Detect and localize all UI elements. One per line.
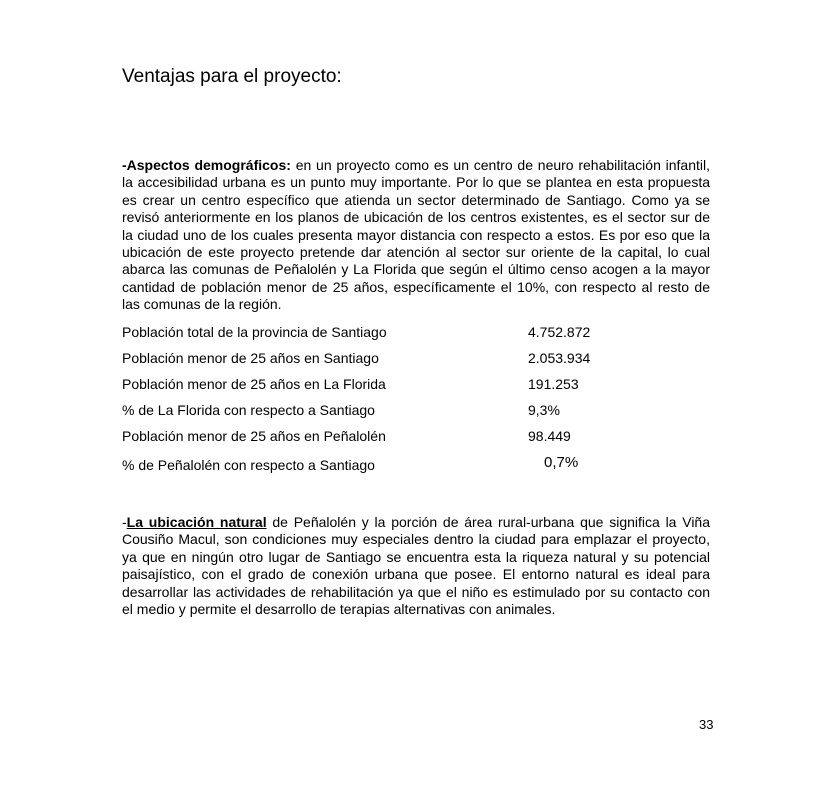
demographics-text: en un proyecto como es un centro de neuro rehabilitación infantil, la accesibilidad urbana es un punto muy importante. Por lo que se plantea en esta propuesta es crear un centro específico que atienda un sector determinado de Santiago. Como ya se revisó anteriormente en los planos de ubicación de los centros existentes, es el sector sur de la ciudad uno de los cuales presenta mayor distancia con respecto a estos. Es por eso que la ubicación de este proyecto pretende dar atención al sector sur oriente de la capital, lo cual abarca las comunas de Peñalolén y La Florida que según el último censo acogen a la mayor cantidad de población menor de 25 años, específicamente el 10%, con respecto al resto de las comunas de la región. [122,157,710,313]
stat-row [122,400,710,426]
page-title: Ventajas para el proyecto: [122,66,342,87]
stat-value: 2.053.934 [528,350,591,366]
stat-value: 98.449 [528,428,571,444]
stat-label: % de Peñalolén con respecto a Santiago [122,457,375,473]
demographics-paragraph [122,157,710,314]
stat-value: 9,3% [528,402,560,418]
stat-label: % de La Florida con respecto a Santiago [122,402,375,418]
stat-row [122,374,710,400]
stat-value: 191.253 [528,376,579,392]
stat-row [122,348,710,374]
location-text: de Peñalolén y la porción de área rural-urbana que significa la Viña Cousiño Macul, son condiciones muy especiales dentro la ciudad para emplazar el proyecto, ya que en ningún otro lugar de Santiago se encuentra esta la riqueza natural y su potencial paisajístico, con el grado de conexión urbana que posee. El entorno natural es ideal para desarrollar las actividades de rehabilitación ya que el niño es estimulado por su contacto con el medio y permite el desarrollo de terapias alternativas con animales. [122,514,711,618]
page-number: 33 [699,717,714,732]
stat-value: 0,7% [544,454,579,471]
stat-label: Población menor de 25 años en La Florida [122,376,386,392]
stat-row [122,455,710,481]
stat-label: Población menor de 25 años en Santiago [122,350,379,366]
stat-row [122,426,710,452]
stat-label: Población menor de 25 años en Peñalolén [122,428,386,444]
demographics-heading: -Aspectos demográficos: [122,157,291,173]
population-stats [122,322,710,481]
location-heading: La ubicación natural [126,514,267,530]
stat-value: 4.752.872 [528,324,591,340]
stat-label: Población total de la provincia de Santiago [122,324,387,340]
stat-row [122,322,710,348]
location-dash: - [122,514,127,530]
location-paragraph [122,514,710,618]
